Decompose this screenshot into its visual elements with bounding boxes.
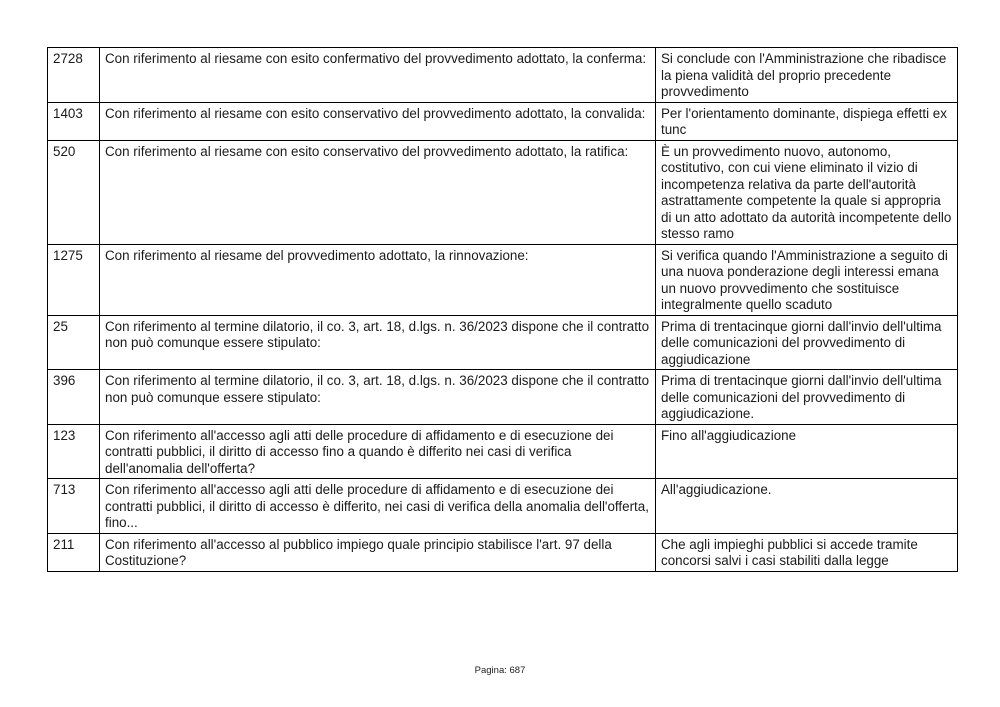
table-row (48, 533, 958, 571)
page-number: Pagina: 687 (474, 665, 526, 676)
answer-text: Per l'orientamento dominante, dispiega effetti ex tunc (656, 102, 958, 140)
question-id: 1403 (48, 102, 100, 140)
question-id: 1275 (48, 244, 100, 315)
answer-text: Fino all'aggiudicazione (656, 424, 958, 479)
question-text: Con riferimento al riesame con esito confermativo del provvedimento adottato, la conferma: (100, 48, 656, 103)
questions-table (47, 47, 958, 572)
question-id: 211 (48, 533, 100, 571)
question-id: 520 (48, 140, 100, 244)
answer-text: Si conclude con l'Amministrazione che ribadisce la piena validità del proprio precedente provvedimento (656, 48, 958, 103)
answer-text: Si verifica quando l'Amministrazione a seguito di una nuova ponderazione degli interessi emana un nuovo provvedimento che sostituisce integralmente quello scaduto (656, 244, 958, 315)
question-id: 2728 (48, 48, 100, 103)
question-id: 123 (48, 424, 100, 479)
table-row (48, 479, 958, 534)
answer-text: Prima di trentacinque giorni dall'invio dell'ultima delle comunicazioni del provvedimento di aggiudicazione. (656, 370, 958, 425)
question-text: Con riferimento all'accesso agli atti delle procedure di affidamento e di esecuzione dei contratti pubblici, il diritto di accesso fino a quando è differito nei casi di verifica dell'anomalia dell'offerta? (100, 424, 656, 479)
answer-text: All'aggiudicazione. (656, 479, 958, 534)
table-row (48, 102, 958, 140)
table-row (48, 315, 958, 370)
question-text: Con riferimento al riesame con esito conservativo del provvedimento adottato, la ratifica: (100, 140, 656, 244)
question-id: 713 (48, 479, 100, 534)
answer-text: Che agli impieghi pubblici si accede tramite concorsi salvi i casi stabiliti dalla legge (656, 533, 958, 571)
question-text: Con riferimento al riesame con esito conservativo del provvedimento adottato, la convalida: (100, 102, 656, 140)
question-text: Con riferimento al termine dilatorio, il co. 3, art. 18, d.lgs. n. 36/2023 dispone che il contratto non può comunque essere stipulato: (100, 370, 656, 425)
answer-text: È un provvedimento nuovo, autonomo, costitutivo, con cui viene eliminato il vizio di incompetenza relativa da parte dell'autorità astrattamente competente la quale si appropria di un atto adottato da autorità incompetente dello stesso ramo (656, 140, 958, 244)
table-row (48, 48, 958, 103)
answer-text: Prima di trentacinque giorni dall'invio dell'ultima delle comunicazioni del provvedimento di aggiudicazione (656, 315, 958, 370)
table-row (48, 244, 958, 315)
question-id: 396 (48, 370, 100, 425)
question-id: 25 (48, 315, 100, 370)
question-text: Con riferimento all'accesso agli atti delle procedure di affidamento e di esecuzione dei contratti pubblici, il diritto di accesso è differito, nei casi di verifica della anomalia dell'offerta, fino... (100, 479, 656, 534)
question-text: Con riferimento al termine dilatorio, il co. 3, art. 18, d.lgs. n. 36/2023 dispone che il contratto non può comunque essere stipulato: (100, 315, 656, 370)
table-row (48, 370, 958, 425)
table-row (48, 424, 958, 479)
question-text: Con riferimento al riesame del provvedimento adottato, la rinnovazione: (100, 244, 656, 315)
table-row (48, 140, 958, 244)
question-text: Con riferimento all'accesso al pubblico impiego quale principio stabilisce l'art. 97 della Costituzione? (100, 533, 656, 571)
